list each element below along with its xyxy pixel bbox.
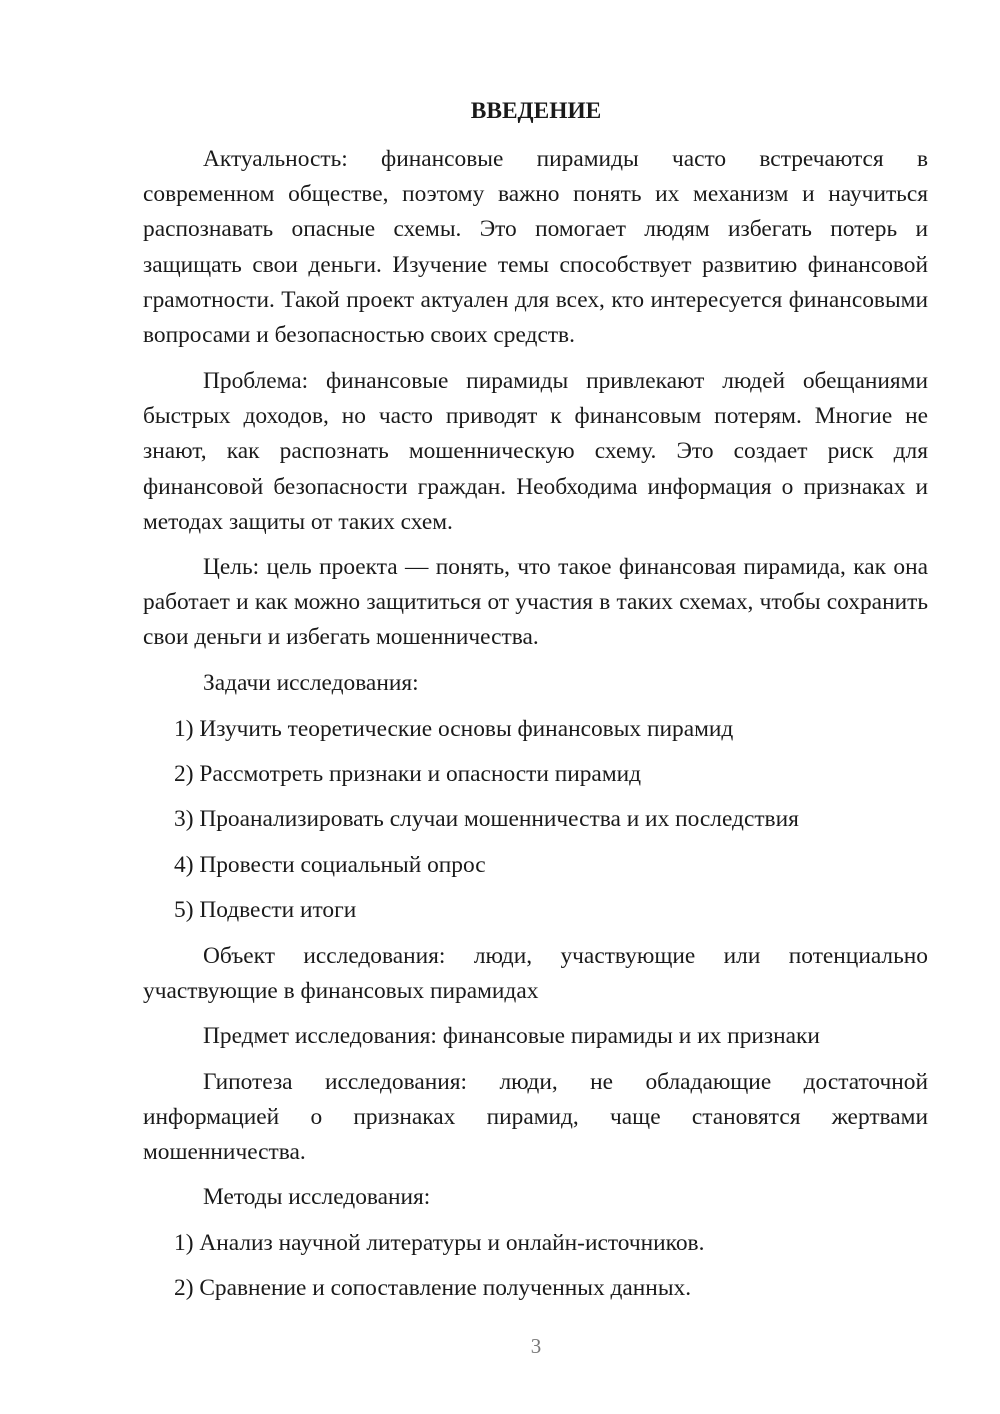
paragraph-goal: Цель: цель проекта — понять, что такое финансовая пирамида, как она работает и как можно защититься от участия в таких схемах, чтобы сохранить свои деньги и избегать мошенничества. [143, 554, 928, 651]
section-title: ВВЕДЕНИЕ [470, 98, 602, 124]
task-item-1: 1) Изучить теоретические основы финансовых пирамид [174, 716, 734, 742]
page-number: 3 [530, 1334, 542, 1358]
method-item-1: 1) Анализ научной литературы и онлайн-источников. [174, 1230, 705, 1256]
task-item-5: 5) Подвести итоги [174, 897, 357, 923]
paragraph-problem: Проблема: финансовые пирамиды привлекают людей обещаниями быстрых доходов, но часто приводят к финансовым потерям. Многие не знают, как распознать мошенническую схему. Это создает риск для финансовой безопасности граждан. Необходима информация о признаках и методах защиты от таких схем. [143, 368, 928, 535]
methods-heading: Методы исследования: [203, 1184, 431, 1210]
paragraph-relevance: Актуальность: финансовые пирамиды часто встречаются в современном обществе, поэтому важно понять их механизм и научиться распознавать опасные схемы. Это помогает людям избегать потерь и защищать свои деньги. Изучение темы способствует развитию финансовой грамотности. Такой проект актуален для всех, кто интересуется финансовыми вопросами и безопасностью своих средств. [143, 146, 928, 349]
task-item-3: 3) Проанализировать случаи мошенничества и их последствия [174, 806, 799, 832]
tasks-heading: Задачи исследования: [203, 670, 419, 696]
paragraph-hypothesis: Гипотеза исследования: люди, не обладающие достаточной информацией о признаках пирамид, чаще становятся жертвами мошенничества. [143, 1069, 928, 1166]
task-item-2: 2) Рассмотреть признаки и опасности пирамид [174, 761, 642, 787]
paragraph-subject: Предмет исследования: финансовые пирамиды и их признаки [203, 1023, 820, 1049]
paragraph-object: Объект исследования: люди, участвующие или потенциально участвующие в финансовых пирамидах [143, 943, 928, 1005]
method-item-2: 2) Сравнение и сопоставление полученных данных. [174, 1275, 692, 1301]
task-item-4: 4) Провести социальный опрос [174, 852, 486, 878]
